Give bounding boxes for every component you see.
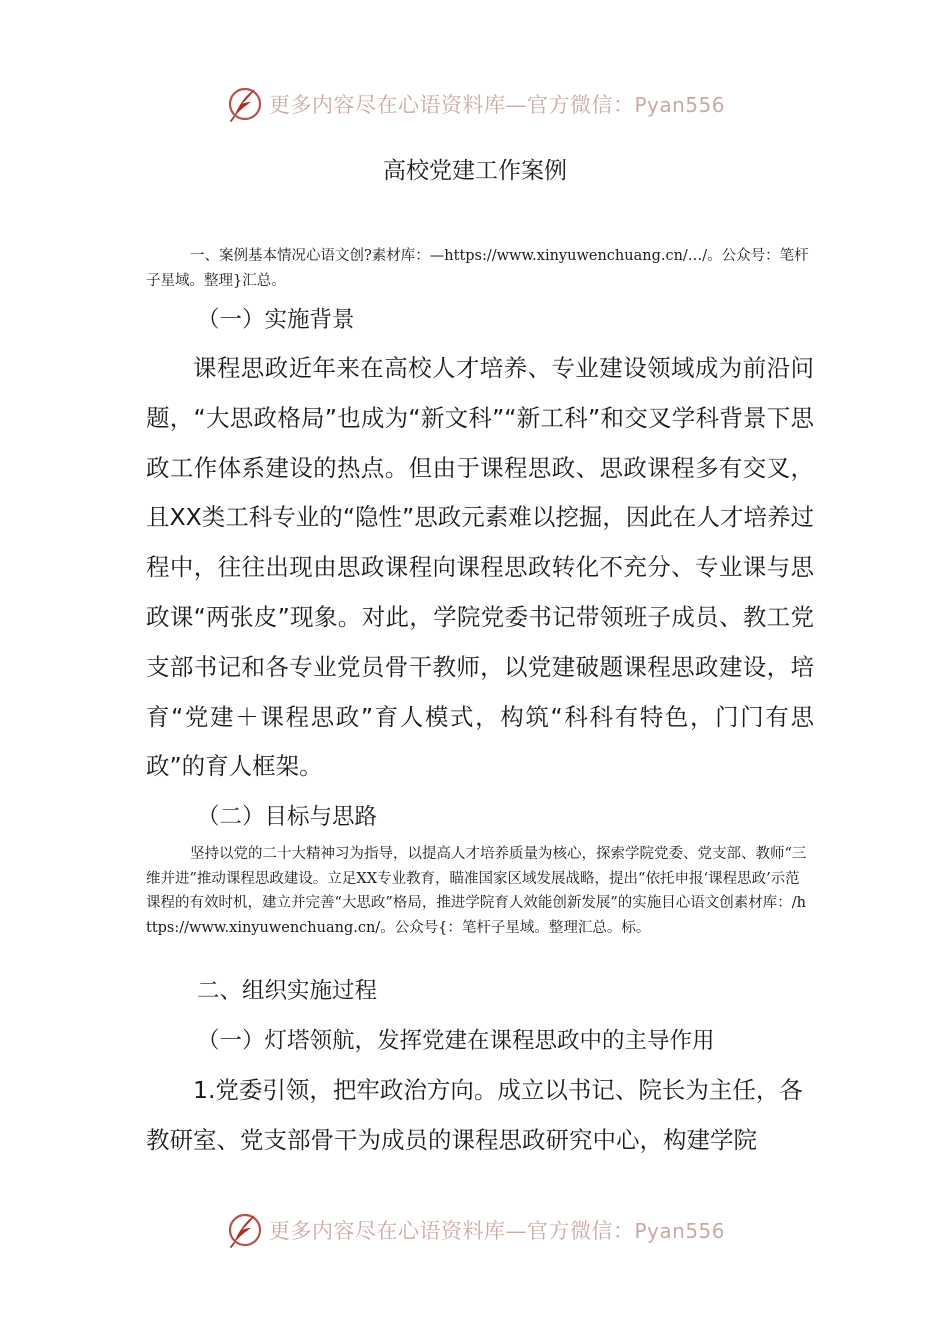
document-title: 高校党建工作案例 (383, 158, 567, 184)
footer-watermark (0, 1208, 950, 1252)
quill-pen-logo-icon (225, 84, 265, 124)
section-heading-process: 二、组织实施过程 (197, 978, 378, 1004)
subsection-heading-lighthouse: （一）灯塔领航，发挥党建在课程思政中的主导作用 (197, 1028, 715, 1054)
background-paragraph: 课程思政近年来在高校人才培养、专业建设领域成为前沿问题，“大思政格局”也成为“新文科”“新工科”和交叉学科背景下思政工作体系建设的热点。但由于课程思政、思政课程多有交叉，且XX类工科专业的“隐性”思政元素难以挖掘，因此在人才培养过程中，往往出现由思政课程向课程思政转化不充分、专业课与思政课“两张皮”现象。对此，学院党委书记带领班子成员、教工党支部书记和各专业党员骨干教师，以党建破题课程思政建设，培育“党建＋课程思政”育人模式，构筑“科科有特色，门门有思政”的育人框架。 (146, 354, 814, 781)
section-heading-background: （一）实施背景 (197, 307, 355, 333)
header-watermark (0, 82, 950, 126)
section-heading-goals: （二）目标与思路 (197, 804, 378, 830)
watermark-text: 更多内容尽在心语资料库—官方微信：Pyan556 (268, 93, 725, 117)
watermark-text: 更多内容尽在心语资料库—官方微信：Pyan556 (268, 1219, 725, 1243)
goals-paragraph: 坚持以党的二十大精神习为指导，以提高人才培养质量为核心，探索学院党委、党支部、教师“三维并进”推动课程思政建设。立足XX专业教育，瞄准国家区域发展战略，提出“依托申报‘课程思政’示范课程的有效时机，建立并完善“大思政”格局，推进学院育人效能创新发展”的实施目心语文创素材库：/https://www.xinyuwenchuang.cn/。公众号{：笔杆子星域。整理汇总。标。 (146, 846, 807, 936)
lighthouse-paragraph: 1.党委引领，把牢政治方向。成立以书记、院长为主任，各教研室、党支部骨干为成员的课程思政研究中心，构建学院 (146, 1076, 803, 1154)
quill-pen-logo-icon (225, 1210, 265, 1250)
intro-paragraph: 一、案例基本情况心语文创?素材库：—https://www.xinyuwenchuang.cn/…/。公众号：笔杆子星域。整理}汇总。 (146, 248, 809, 289)
